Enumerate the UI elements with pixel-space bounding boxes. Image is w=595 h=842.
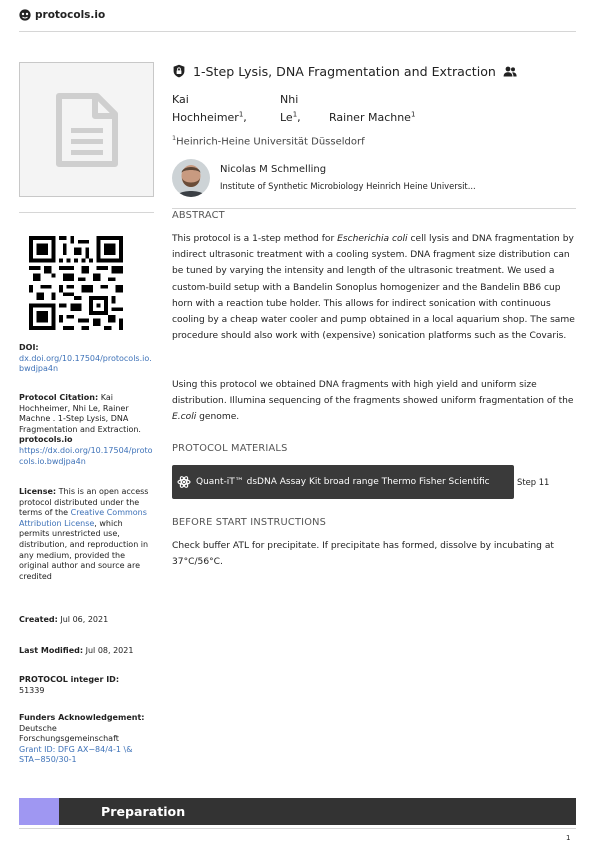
author-first-name: Kai (172, 93, 189, 106)
material-item[interactable] (172, 465, 514, 499)
material-vendor: Thermo Fisher Scientific (381, 477, 490, 487)
funders-value: Deutsche Forschungsgemeinschaft (19, 723, 119, 744)
author-last-name: Hochheimer (172, 111, 239, 124)
author-3[interactable] (329, 109, 415, 127)
brand-name: protocols.io (35, 9, 106, 21)
modified-value: Jul 08, 2021 (85, 646, 134, 655)
protocol-thumbnail (19, 62, 154, 197)
abstract-paragraph-1 (172, 231, 576, 344)
abstract-paragraph-2 (172, 377, 576, 426)
sidebar-divider (19, 212, 154, 213)
created-value: Jul 06, 2021 (60, 615, 109, 624)
before-start-text: Check buffer ATL for precipitate. If precipitate has formed, dissolve by incubating at 37°C/56°C. (172, 541, 554, 568)
citation-link[interactable]: https://dx.doi.org/10.17504/protocols.io.bwdjpa4n (19, 445, 153, 466)
title-row (172, 62, 517, 80)
document-icon (55, 92, 119, 168)
doi-block (19, 343, 155, 375)
author-affil-sup: 1 (292, 110, 298, 119)
license-block (19, 487, 155, 582)
author-first-name: Nhi (280, 93, 299, 106)
author-1[interactable] (172, 91, 247, 127)
modified-block (19, 646, 155, 657)
author-2[interactable] (280, 91, 301, 127)
avatar-photo (172, 159, 210, 197)
author-separator: , (243, 111, 247, 124)
doi-link[interactable]: dx.doi.org/10.17504/protocols.io.bwdjpa4n (19, 353, 152, 374)
license-label: License: (19, 487, 57, 496)
section-accent (19, 798, 59, 825)
contact-avatar[interactable] (172, 159, 210, 197)
author-affil-sup: 1 (410, 110, 416, 119)
material-name: Quant-iT™ dsDNA Assay Kit broad range (196, 477, 379, 487)
abstract-text: Using this protocol we obtained DNA fragments with high yield and uniform size distribution. Illumina sequencing of the fragments showed uniform fragmentation of the (172, 380, 574, 407)
grant-id: Grant ID: DFG AX−84/4-1 \& STA−850/30-1 (19, 744, 133, 765)
citation-block (19, 393, 155, 467)
affiliation-sup: 1 (172, 134, 177, 142)
abstract-text: cell lysis and DNA fragmentation by indirect ultrasonic treatment with a cooling system. DNA fragment size distribution can be tuned by varying the intensity and length of the ultrasonic treatment. We used a custom-build setup with a Bandelin Sonoplus homogenizer and the Bandelin BB6 cup horn with a reaction tube holder. This allows for indirect sonication with continuous cooling by a cheap water cooler and pump obtained in a local aquarium shop. The same procedure should also work with (expensive) sonication platforms such as the Covaris. (172, 234, 575, 342)
created-label: Created: (19, 615, 58, 624)
lock-shield-icon (172, 64, 186, 78)
license-link[interactable]: Creative Commons Attribution License (19, 508, 147, 528)
citation-source: protocols.io (19, 435, 73, 445)
protocols-logo-icon (19, 9, 31, 21)
doi-label: DOI: (19, 343, 39, 352)
main-divider (172, 208, 576, 209)
created-block (19, 615, 155, 626)
contact-name[interactable]: Nicolas M Schmelling (220, 164, 327, 175)
material-step-ref[interactable]: Step 11 (517, 477, 550, 487)
footer-divider (19, 828, 576, 829)
brand-logo[interactable] (19, 8, 105, 22)
abstract-heading: ABSTRACT (172, 210, 225, 221)
license-text-1: This is an open access protocol distributed under the terms of the (19, 487, 149, 518)
author-affil-sup: 1 (238, 110, 244, 119)
citation-text: Kai Hochheimer, Nhi Le, Rainer Machne . 1-Step Lysis, DNA Fragmentation and Extraction. (19, 393, 141, 434)
group-users-icon (503, 66, 517, 77)
contact-institute: Institute of Synthetic Microbiology Heinrich Heine Universit... (220, 181, 476, 191)
materials-heading: PROTOCOL MATERIALS (172, 443, 288, 454)
integer-id-value: 51339 (19, 685, 45, 695)
citation-label: Protocol Citation: (19, 393, 99, 402)
species-name: Escherichia coli (337, 234, 408, 244)
integer-id-block (19, 675, 155, 696)
section-header-preparation[interactable] (19, 798, 576, 825)
license-text-2: , which permits unrestricted use, distribution, and reproduction in any medium, provided the original author and source are credited (19, 518, 149, 581)
qr-code[interactable] (29, 236, 123, 330)
protocol-title: 1-Step Lysis, DNA Fragmentation and Extraction (193, 63, 496, 79)
author-last-name: Le (280, 111, 293, 124)
modified-label: Last Modified: (19, 646, 84, 655)
affiliation (172, 134, 365, 147)
molecule-icon (177, 475, 191, 489)
page-number: 1 (566, 834, 571, 842)
species-name: E.coli (172, 412, 197, 423)
section-title: Preparation (101, 804, 186, 819)
affiliation-text: Heinrich-Heine Universität Düsseldorf (176, 136, 365, 148)
abstract-text: genome. (196, 412, 240, 423)
author-last-name: Rainer Machne (329, 111, 411, 124)
abstract-text: This protocol is a 1-step method for (172, 234, 338, 244)
header-divider (19, 31, 576, 32)
author-separator: , (297, 111, 301, 124)
funders-block (19, 713, 155, 766)
before-start-heading: BEFORE START INSTRUCTIONS (172, 517, 327, 528)
material-label (196, 474, 490, 490)
integer-id-label: PROTOCOL integer ID: (19, 675, 120, 684)
funders-label: Funders Acknowledgement: (19, 713, 145, 722)
